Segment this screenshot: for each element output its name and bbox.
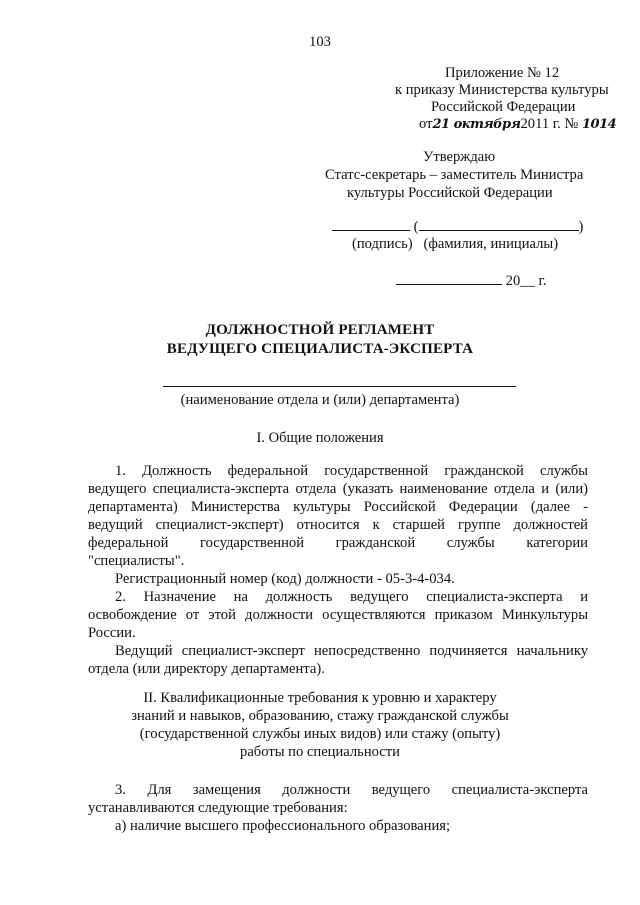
paragraph-line: Ведущий специалист-эксперт непосредственно подчиняется начальнику xyxy=(115,643,588,659)
date-year: 2011 г. № xyxy=(520,116,579,132)
paren-close: ) xyxy=(578,219,584,235)
paragraph-line: отдела (или директору департамента). xyxy=(88,661,325,677)
approve-label: Утверждаю xyxy=(423,149,496,165)
paragraph-line: устанавливаются следующие требования: xyxy=(88,800,348,816)
signature-blank xyxy=(332,218,410,231)
paragraph-line: освобождение от этой должности осуществляются приказом Минкультуры xyxy=(88,607,588,623)
appendix-date-line xyxy=(419,116,616,133)
heading-line: (государственной службы иных видов) или стажу (опыту) xyxy=(139,726,501,742)
date-blank-line xyxy=(396,272,546,290)
department-name-line xyxy=(163,386,516,387)
paragraph-line: 2. Назначение на должность ведущего специалиста-эксперта и xyxy=(115,589,588,605)
paragraph-line: федеральной государственной гражданской службы категории xyxy=(88,535,588,551)
requirement-item-a: а) наличие высшего профессионального образования; xyxy=(115,818,451,834)
paragraph-line: 1. Должность федеральной государственной гражданской службы xyxy=(115,463,588,479)
paren-open: ( xyxy=(413,219,419,235)
paragraph-line: департамента) Министерства культуры Российской Федерации (далее - xyxy=(88,499,588,515)
registration-number: Регистрационный номер (код) должности - 05-3-4-034. xyxy=(115,571,455,587)
heading-line: знаний и навыков, образованию, стажу гражданской службы xyxy=(131,708,509,724)
heading-line: работы по специальности xyxy=(240,744,400,760)
date-prefix: от xyxy=(419,116,433,132)
section-1-heading: I. Общие положения xyxy=(256,430,384,446)
approver-position-2: культуры Российской Федерации xyxy=(347,185,553,201)
heading-line: II. Квалификационные требования к уровню и характеру xyxy=(143,690,497,706)
appendix-line-3: Российской Федерации xyxy=(431,99,576,115)
appendix-line-2: к приказу Министерства культуры xyxy=(395,82,609,98)
paragraph-line: ведущего специалиста-эксперта отдела (указать наименование отдела и (или) xyxy=(88,481,588,497)
page-number: 103 xyxy=(309,34,331,50)
signature-caption: (подпись) (фамилия, инициалы) xyxy=(352,236,559,252)
handwritten-number: 1014 xyxy=(582,117,617,132)
paragraph-line: ведущий специалист-эксперт) относится к старшей группе должностей xyxy=(88,517,588,533)
paragraph-line: России. xyxy=(88,625,136,641)
paragraph-line: "специалисты". xyxy=(88,553,185,569)
year-text: 20__ г. xyxy=(505,273,547,289)
handwritten-date: 21 октября xyxy=(432,117,521,132)
document-title-2: ВЕДУЩЕГО СПЕЦИАЛИСТА-ЭКСПЕРТА xyxy=(166,341,474,357)
appendix-line-1: Приложение № 12 xyxy=(445,65,560,81)
department-caption: (наименование отдела и (или) департамента) xyxy=(180,392,460,408)
name-blank xyxy=(419,218,579,231)
signature-line xyxy=(332,218,583,236)
document-title-1: ДОЛЖНОСТНОЙ РЕГЛАМЕНТ xyxy=(205,322,435,338)
date-blank xyxy=(396,272,502,285)
approver-position-1: Статс-секретарь – заместитель Министра xyxy=(325,167,584,183)
paragraph-line: 3. Для замещения должности ведущего специалиста-эксперта xyxy=(115,782,588,798)
